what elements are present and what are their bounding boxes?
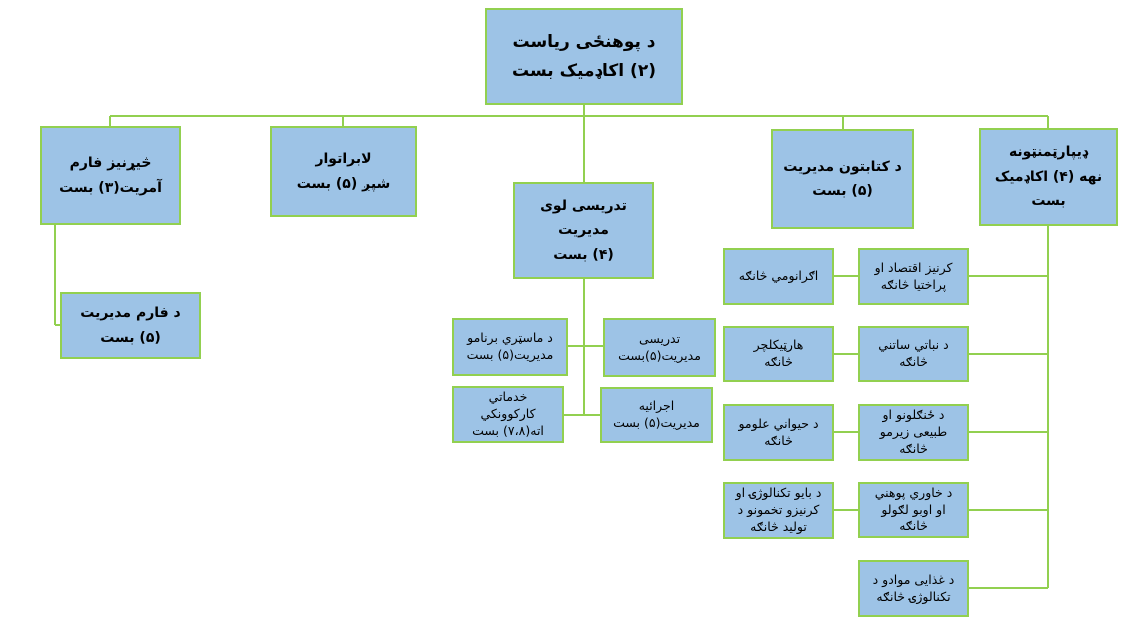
dept-agronomy: اګرانومي څانګه — [723, 248, 834, 305]
node-library-management: د کتابتون مدیریت (۵) بست — [771, 129, 914, 229]
dept-soil-science-irrigation: د خاوري پوهني او اوبو لګولو څانګه — [858, 482, 969, 538]
node-masters-program-management: د ماسټري برنامو مدیریت(۵) بست — [452, 318, 568, 376]
node-teaching-management: تدریسی لوی مدیریت (۴) بست — [513, 182, 654, 279]
root-node-faculty-presidency: د پوهنځی ریاست (۲) اکاډمیک بست — [485, 8, 683, 105]
node-departments: ډیپارټمنټونه نهه (۴) اکاډمیک بست — [979, 128, 1118, 226]
dept-forestry-natural-resources: د ځنګلونو او طبیعی زیرمو څانګه — [858, 404, 969, 461]
dept-agricultural-economics: کرنیز اقتصاد او پراختیا څانګه — [858, 248, 969, 305]
node-executive-management: اجرائیه مدیریت(۵) بست — [600, 387, 713, 443]
dept-food-technology: د غذایی موادو د تکنالوژۍ څانګه — [858, 560, 969, 617]
node-service-staff: خدماتي کارکوونکي اته(۷،۸) بست — [452, 386, 564, 443]
dept-biotechnology-seed-production: د بایو تکنالوژۍ او کرنیزو تخمونو د تولید څانګه — [723, 482, 834, 539]
node-farm-management: د فارم مدیریت (۵) بست — [60, 292, 201, 359]
dept-animal-science: د حیواني علومو څانګه — [723, 404, 834, 461]
dept-horticulture: هارټیکلچر څانګه — [723, 326, 834, 382]
node-research-farm: څیړنیز فارم آمریت(۳) بست — [40, 126, 181, 225]
node-laboratory: لابراتوار شپږ (۵) بست — [270, 126, 417, 217]
dept-plant-protection: د نباتي ساتني څانګه — [858, 326, 969, 382]
node-teaching-sub-management: تدریسی مدیریت(۵)بست — [603, 318, 716, 377]
